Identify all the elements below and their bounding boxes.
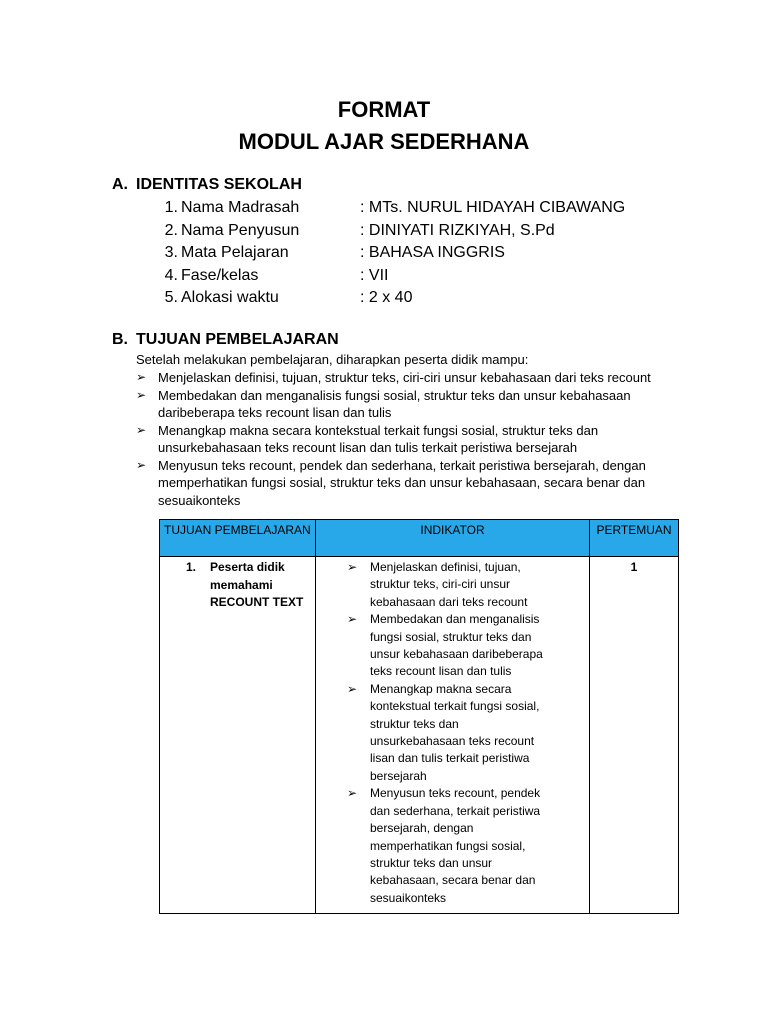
indicator-line: Membedakan dan menganalisis — [370, 612, 540, 627]
arrow-bullet-icon: ➢ — [347, 681, 358, 696]
indicator-line: unsurkebahasaan teks recount — [370, 734, 535, 749]
arrow-bullet-icon: ➢ — [347, 786, 358, 801]
indicator-line: kontekstual terkait fungsi sosial, — [370, 699, 540, 714]
objective-text: Menangkap makna secara kontekstual terkait fungsi sosial, struktur teks dan unsurkebahasaan teks recount lisan dan tulis terkait peristiwa bersejarah — [158, 422, 599, 455]
objective-text: Membedakan dan menganalisis fungsi sosial, struktur teks dan unsur kebahasaan daribeberapa teks recount lisan dan tulis — [158, 387, 631, 420]
identity-label: Fase/kelas — [181, 266, 259, 284]
document-title: FORMAT — [337, 97, 431, 122]
tujuan-line: RECOUNT TEXT — [210, 595, 304, 609]
list-item — [136, 387, 656, 422]
indicator-line: struktur teks, ciri-ciri unsur — [370, 577, 511, 592]
arrow-bullet-icon: ➢ — [347, 612, 358, 627]
identity-row-alokasi — [158, 287, 678, 310]
list-item — [136, 369, 656, 387]
identity-value: : MTs. NURUL HIDAYAH CIBAWANG — [360, 199, 626, 216]
section-b-title: TUJUAN PEMBELAJARAN — [136, 331, 339, 348]
identity-number: 2. — [164, 221, 178, 239]
identity-value: : 2 x 40 — [360, 289, 413, 306]
indicator-line: Menjelaskan definisi, tujuan, — [370, 560, 521, 574]
document-subtitle: MODUL AJAR SEDERHANA — [238, 129, 530, 154]
identity-number: 1. — [164, 199, 178, 216]
identity-label: Nama Penyusun — [181, 221, 300, 239]
tujuan-number: 1. — [186, 560, 197, 574]
indicator-line: kebahasaan, secara benar dan — [370, 873, 536, 888]
list-item — [347, 611, 579, 681]
identity-label: Mata Pelajaran — [181, 244, 289, 261]
arrow-bullet-icon: ➢ — [136, 370, 147, 384]
list-item — [136, 457, 656, 510]
section-b-intro: Setelah melakukan pembelajaran, diharapkan peserta didik mampu: — [136, 352, 529, 367]
tujuan-text — [160, 557, 315, 612]
list-item — [347, 785, 579, 907]
indicator-list — [316, 557, 589, 907]
identity-label: Alokasi waktu — [181, 289, 279, 306]
identity-number: 5. — [164, 289, 178, 306]
identity-list — [158, 197, 678, 310]
section-a-title: IDENTITAS SEKOLAH — [136, 176, 302, 193]
indicator-line: teks recount lisan dan tulis — [370, 664, 512, 679]
indicator-line: memperhatikan fungsi sosial, — [370, 838, 526, 853]
cell-indikator — [316, 557, 590, 914]
cell-tujuan — [160, 557, 316, 914]
section-b-heading — [112, 330, 339, 350]
identity-value: : DINIYATI RIZKIYAH, S.Pd — [360, 221, 555, 239]
indicator-line: unsur kebahasaan daribeberapa — [370, 647, 543, 662]
header-pertemuan: PERTEMUAN — [590, 520, 679, 557]
section-a-letter: A. — [112, 176, 128, 193]
indicator-line: Menangkap makna secara — [370, 681, 512, 696]
indicator-line: dan sederhana, terkait peristiwa — [370, 803, 541, 818]
header-tujuan: TUJUAN PEMBELAJARAN — [160, 520, 316, 557]
identity-number: 4. — [164, 266, 178, 284]
objective-list — [136, 369, 656, 509]
identity-label: Nama Madrasah — [181, 199, 300, 216]
cell-pertemuan — [590, 557, 679, 914]
indicator-line: struktur teks dan — [370, 716, 459, 731]
identity-row-penyusun — [158, 220, 678, 243]
identity-number: 3. — [164, 244, 178, 261]
arrow-bullet-icon: ➢ — [136, 387, 147, 402]
objective-text: Menyusun teks recount, pendek dan sederhana, terkait peristiwa bersejarah, dengan memperhatikan fungsi sosial, struktur teks dan unsur kebahasaan, secara benar dan sesuaikonteks — [158, 457, 646, 508]
section-b-letter: B. — [112, 331, 128, 348]
indicator-line: struktur teks dan unsur — [370, 855, 493, 870]
arrow-bullet-icon: ➢ — [136, 457, 147, 472]
indicator-line: bersejarah — [370, 768, 427, 783]
indicator-line: kebahasaan dari teks recount — [370, 594, 528, 609]
objective-table — [159, 519, 679, 914]
tujuan-line: Peserta didik — [210, 560, 285, 574]
arrow-bullet-icon: ➢ — [347, 560, 358, 574]
pertemuan-value: 1 — [630, 560, 638, 574]
indicator-line: bersejarah, dengan — [370, 821, 474, 836]
table-header-row — [160, 520, 679, 557]
tujuan-line: memahami — [210, 577, 273, 592]
list-item — [136, 422, 656, 457]
header-indikator: INDIKATOR — [316, 520, 590, 557]
section-a-heading — [112, 175, 302, 195]
objective-text: Menjelaskan definisi, tujuan, struktur teks, ciri-ciri unsur kebahasaan dari teks recount — [158, 370, 651, 385]
arrow-bullet-icon: ➢ — [136, 422, 147, 437]
table-row — [160, 557, 679, 914]
identity-value: : VII — [360, 266, 389, 284]
indicator-line: sesuaikonteks — [370, 890, 447, 905]
identity-row-fase — [158, 265, 678, 288]
indicator-line: fungsi sosial, struktur teks dan — [370, 629, 532, 644]
identity-row-madrasah — [158, 197, 678, 220]
identity-value: : BAHASA INGGRIS — [360, 244, 505, 261]
list-item — [347, 681, 579, 785]
identity-row-mapel — [158, 242, 678, 265]
list-item — [347, 559, 579, 611]
indicator-line: lisan dan tulis terkait peristiwa — [370, 751, 530, 766]
indicator-line: Menyusun teks recount, pendek — [370, 786, 541, 801]
